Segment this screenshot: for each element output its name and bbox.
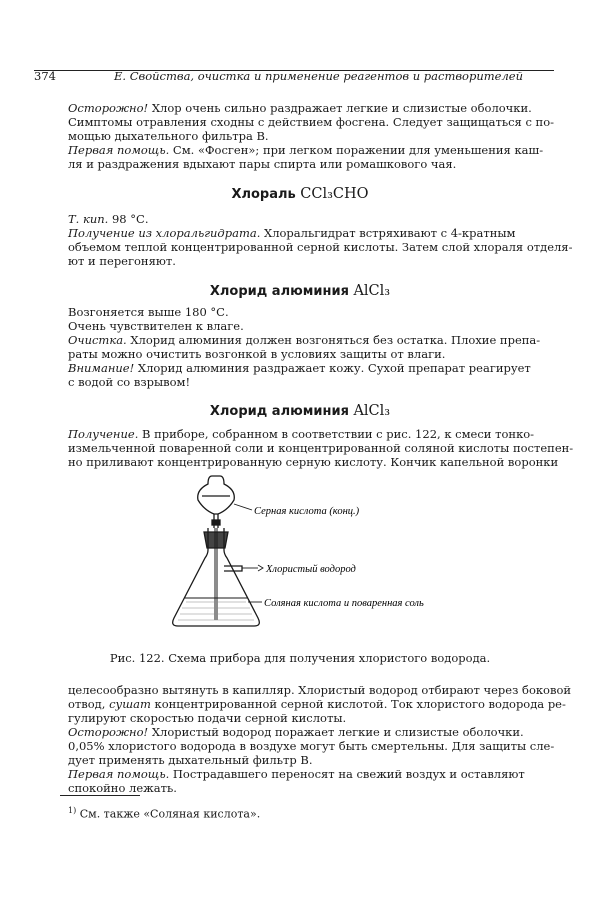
page-header [34, 69, 554, 83]
label-sulfuric-acid: Серная кислота (конц.) [254, 506, 360, 517]
text-line: Осторожно! Хлористый водород поражает легкие и слизистые оболочки. [68, 725, 524, 739]
text-line: 0,05% хлористого водорода в воздухе могут быть смертельны. Для защиты сле- [68, 739, 555, 753]
text-line: гулируют скоростью подачи серной кислоты. [68, 711, 347, 725]
text-line: измельченной поваренной соли и концентрированной соляной кислоты постепен- [68, 441, 574, 455]
text-line: с водой со взрывом! [68, 375, 191, 389]
apparatus-drawing [150, 470, 470, 638]
figure-caption: Рис. 122. Схема прибора для получения хлористого водорода. [109, 651, 491, 665]
label-acid-salt: Соляная кислота и поваренная соль [264, 598, 424, 609]
text-line: Получение из хлоральгидрата. Хлоральгидрат встряхивают с 4-кратным [68, 226, 516, 240]
text-line: ля и раздражения вдыхают пары спирта или ромашкового чая. [68, 157, 457, 171]
section-heading-alcl3-2: Хлорид алюминия AlCl₃ [209, 403, 391, 419]
text-line: объемом теплой концентрированной серной кислоты. Затем слой хлораля отделя- [68, 240, 573, 254]
text-line: Очистка. Хлорид алюминия должен возгоняться без остатка. Плохие препа- [68, 333, 541, 347]
figure-apparatus [150, 470, 470, 638]
text-line: Получение. В приборе, собранном в соответствии с рис. 122, к смеси тонко- [68, 427, 535, 441]
text-line: раты можно очистить возгонкой в условиях защиты от влаги. [68, 347, 446, 361]
text-line: но приливают концентрированную серную кислоту. Кончик капельной воронки [68, 455, 559, 469]
text-line: мощью дыхательного фильтра В. [68, 129, 269, 143]
footnote: $^{1)}$ См. также «Соляная кислота». [68, 806, 261, 821]
text-line: Симптомы отравления сходны с действием фосгена. Следует защищаться с по- [68, 115, 555, 129]
text-line: Первая помощь. Пострадавшего переносят на свежий воздух и оставляют [68, 767, 525, 781]
text-line: Первая помощь. См. «Фосген»; при легком поражении для уменьшения каш- [68, 143, 544, 157]
text-line: Осторожно! Хлор очень сильно раздражает легкие и слизистые оболочки. [68, 101, 532, 115]
text-line: Очень чувствителен к влаге. [68, 319, 244, 333]
text-line: Т. кип. 98 °С. [68, 212, 149, 226]
running-title: Е. Свойства, очистка и применение реагентов и растворителей [114, 69, 523, 83]
dropping-funnel [198, 476, 235, 514]
text-line: Возгоняется выше 180 °С. [68, 305, 229, 319]
text-line: Внимание! Хлорид алюминия раздражает кожу. Сухой препарат реагирует [68, 361, 531, 375]
section-heading-chloral: Хлораль CCl₃CHO [231, 186, 369, 202]
text-line: целесообразно вытянуть в капилляр. Хлористый водород отбирают через боковой [68, 683, 572, 697]
text-line: ют и перегоняют. [68, 254, 176, 268]
page-number: 374 [34, 69, 56, 83]
text-line: дует применять дыхательный фильтр В. [68, 753, 313, 767]
text-line: спокойно лежать. [68, 781, 177, 795]
section-heading-alcl3: Хлорид алюминия AlCl₃ [209, 283, 391, 299]
label-hydrogen-chloride: Хлористый водород [266, 564, 356, 575]
text-line: отвод, сушат концентрированной серной кислотой. Ток хлористого водорода ре- [68, 697, 566, 711]
footnote-rule [60, 795, 140, 796]
